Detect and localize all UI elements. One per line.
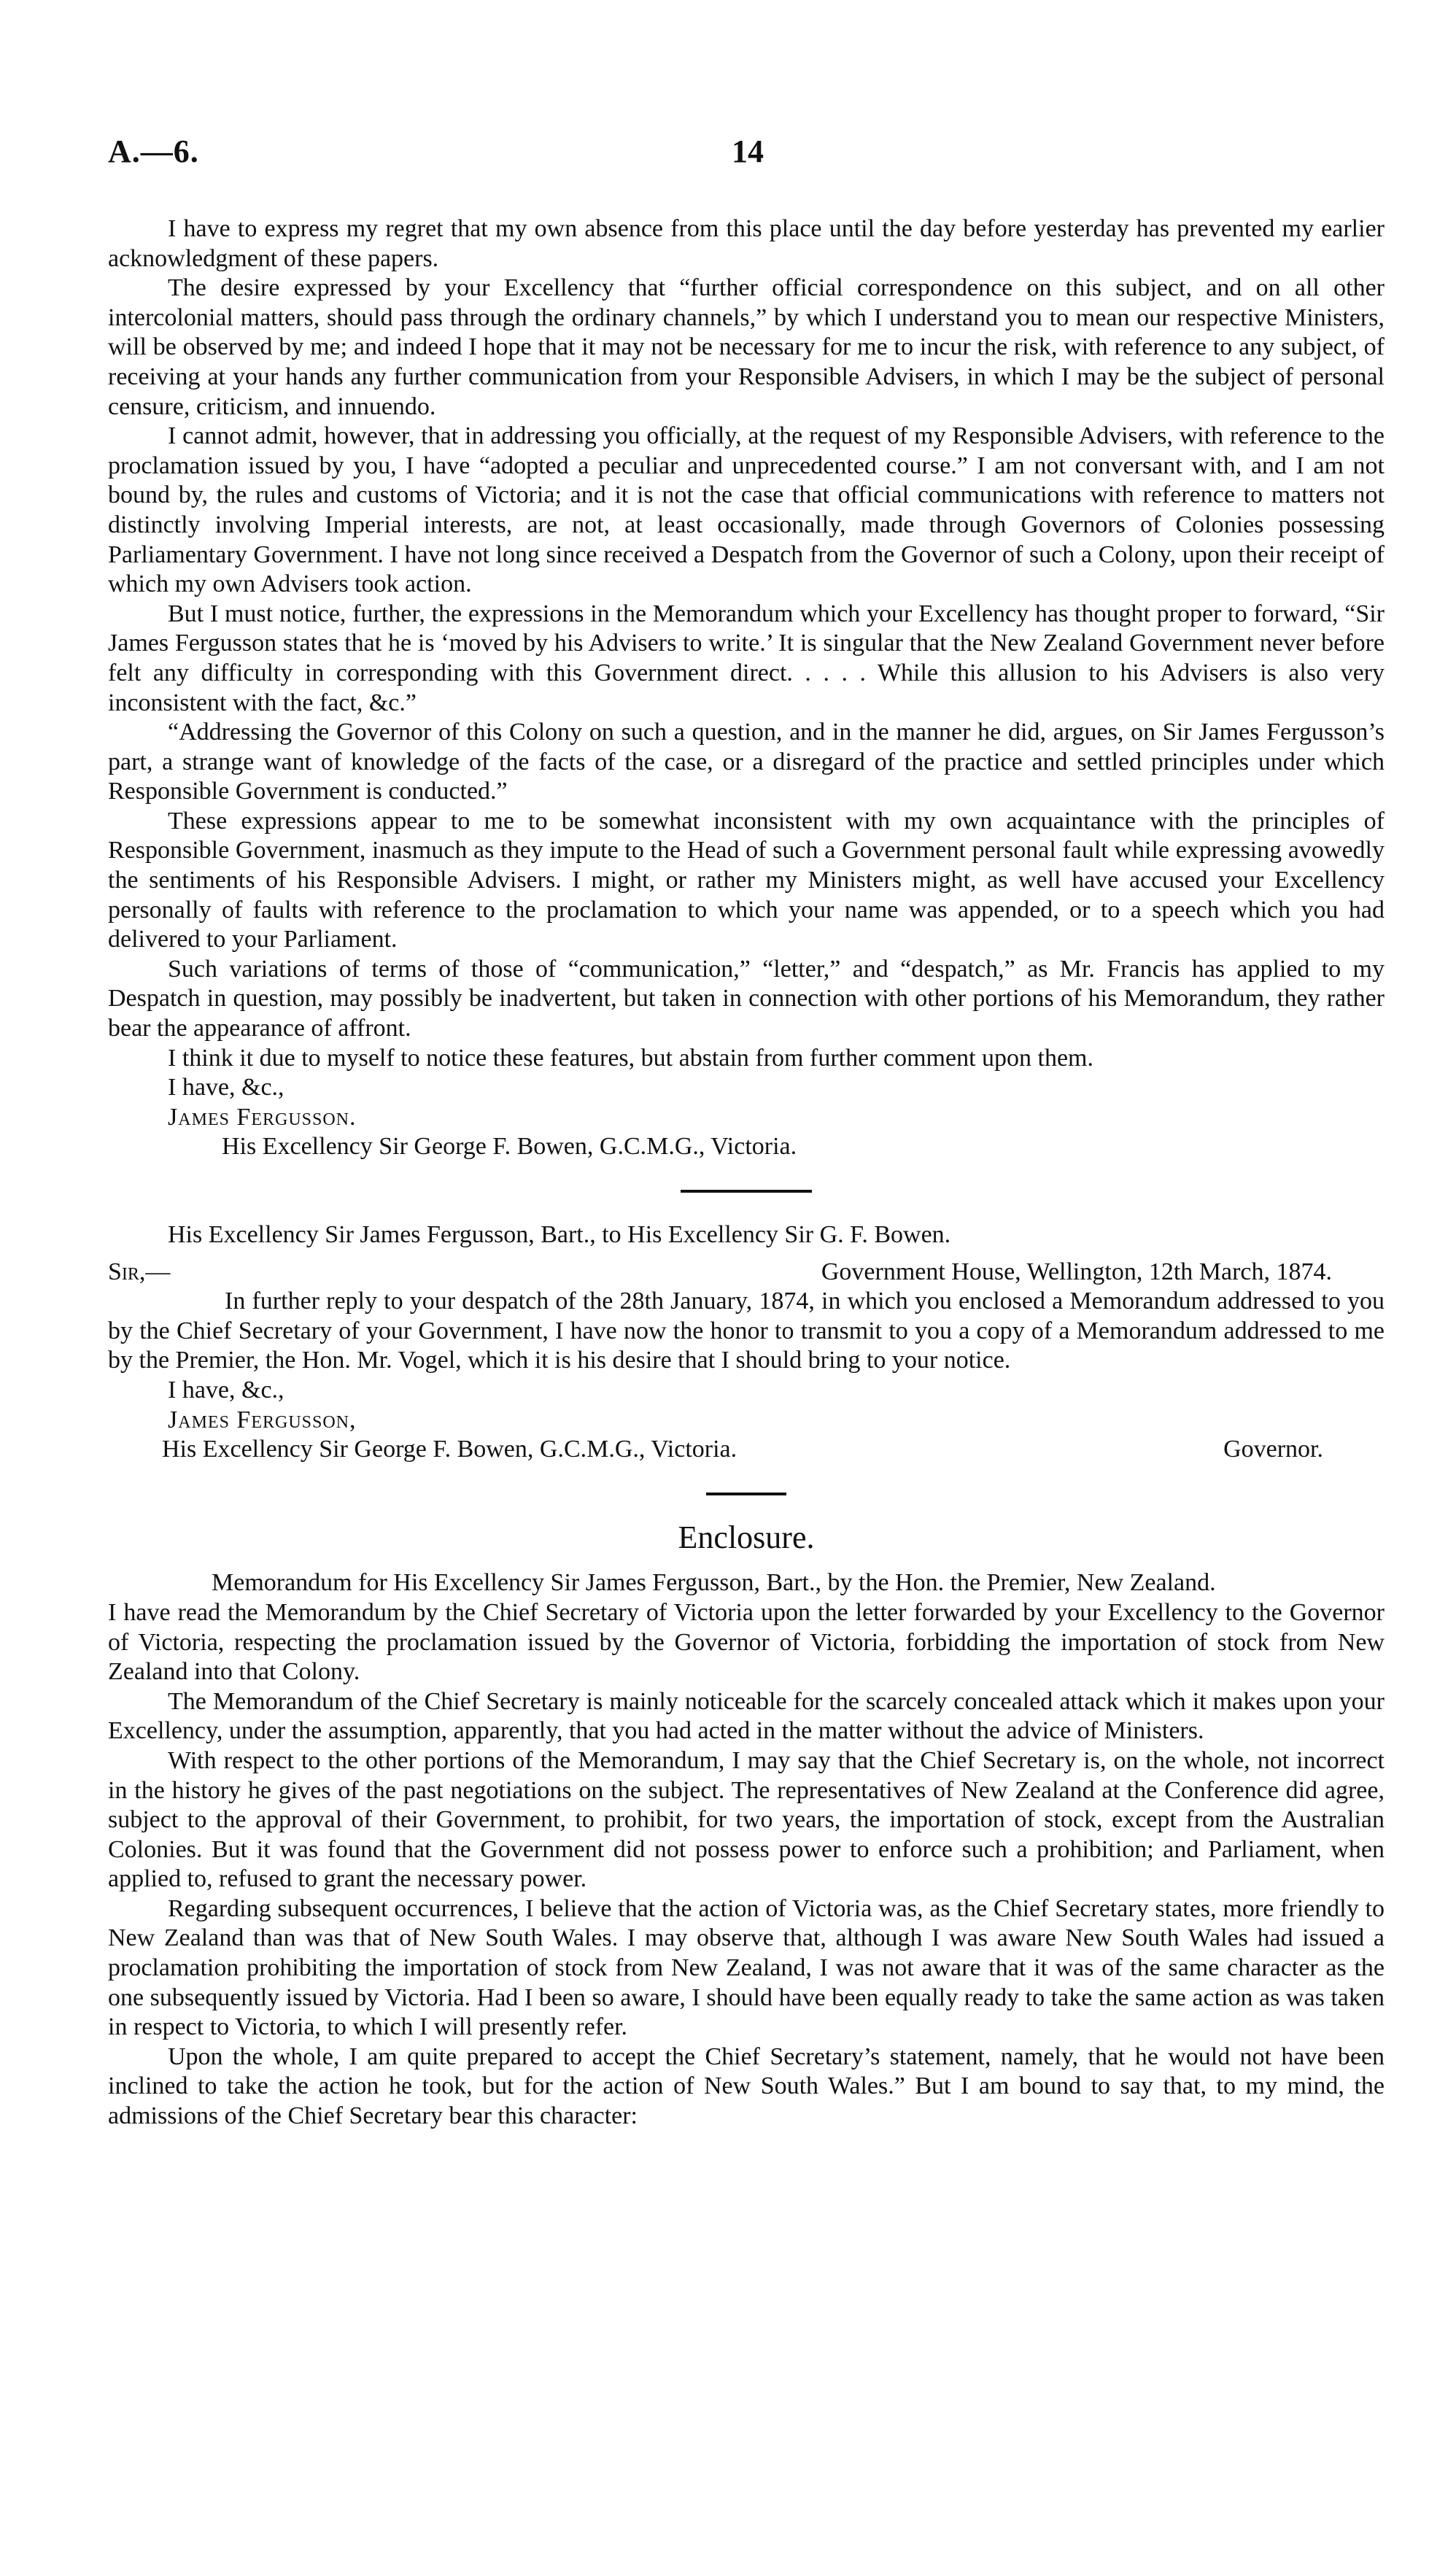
- letter-2-closing: I have, &c.,: [168, 1376, 284, 1404]
- paragraph: But I must notice, further, the expressions in the Memorandum which your Excellency has thought proper to forward, “Sir James Fergusson states that he is ‘moved by his Advisers to write.’ It is singular that the New Zealand Government never before felt any difficulty in corresponding with this Government direct. . . . . While this allusion to his Advisers is also very inconsistent with the fact, &c.”: [108, 600, 1385, 716]
- letter-2-salutation-row: [108, 1258, 1385, 1288]
- memorandum-body: [108, 1598, 1385, 2132]
- section-divider: [681, 1190, 812, 1193]
- letter-1-closing: I have, &c.,: [168, 1074, 284, 1102]
- memorandum-title: Memorandum for His Excellency Sir James Fergusson, Bart., by the Hon. the Premier, New Zealand.: [212, 1569, 1216, 1597]
- paragraph: These expressions appear to me to be somewhat inconsistent with my own acquaintance with the principles of Responsible Government, inasmuch as they impute to the Head of such a Government personal fault while expressing avowedly the sentiments of his Responsible Advisers. I might, or rather my Ministers might, as well have accused your Excellency personally of faults with reference to the proclamation to which your name was appended, or to a speech which you had delivered to your Parliament.: [108, 807, 1385, 953]
- document-reference: A.—6.: [108, 133, 199, 169]
- letter-2-salutation: Sir,—: [108, 1258, 171, 1285]
- enclosure-heading: Enclosure.: [678, 1519, 815, 1555]
- paragraph: I have read the Memorandum by the Chief Secretary of Victoria upon the letter forwarded by your Excellency to the Governor of Victoria, respecting the proclamation issued by the Governor of Victoria, forbidding the importation of stock from New Zealand into that Colony.: [108, 1598, 1385, 1686]
- page-number: 14: [732, 133, 764, 169]
- paragraph: With respect to the other portions of the Memorandum, I may say that the Chief Secretary is, on the whole, not incorrect in the history he gives of the past negotiations on the subject. The representatives of New Zealand at the Conference did agree, subject to the approval of their Government, to prohibit, for two years, the importation of stock, except from the Australian Colonies. But it was found that the Government did not possess power to enforce such a prohibition; and Parliament, when applied to, refused to grant the necessary power.: [108, 1746, 1385, 1893]
- letter-2-addressee: His Excellency Sir George F. Bowen, G.C.M.G., Victoria.: [162, 1436, 737, 1463]
- section-divider: [706, 1493, 786, 1495]
- paragraph: Such variations of terms of those of “communication,” “letter,” and “despatch,” as Mr. Francis has applied to my Despatch in question, may possibly be inadvertent, but taken in connection with other portions of his Memorandum, they rather bear the appearance of affront.: [108, 955, 1385, 1042]
- paragraph: Upon the whole, I am quite prepared to accept the Chief Secretary’s statement, namely, that he would not have been inclined to take the action he took, but for the action of New South Wales.” But I am bound to say that, to my mind, the admissions of the Chief Secretary bear this character:: [108, 2043, 1385, 2130]
- paragraph: I think it due to myself to notice these features, but abstain from further comment upon them.: [168, 1044, 1094, 1072]
- letter-2-title: His Excellency Sir James Fergusson, Bart., to His Excellency Sir G. F. Bowen.: [168, 1221, 951, 1248]
- paragraph: “Addressing the Governor of this Colony on such a question, and in the manner he did, argues, on Sir James Fergusson’s part, a strange want of knowledge of the facts of the case, or a disregard of the practice and settled principles under which Responsible Government is conducted.”: [108, 719, 1385, 805]
- letter-1-addressee: His Excellency Sir George F. Bowen, G.C.M.G., Victoria.: [222, 1133, 797, 1161]
- paragraph: I cannot admit, however, that in addressing you officially, at the request of my Responsible Advisers, with reference to the proclamation issued by you, I have “adopted a peculiar and unprecedented course.” I am not conversant with, and I am not bound by, the rules and customs of Victoria; and it is not the case that official communications with reference to matters not distinctly involving Imperial interests, are not, at least occasionally, made through Governors of Colonies possessing Parliamentary Government. I have not long since received a Despatch from the Governor of such a Colony, upon their receipt of which my own Advisers took action.: [108, 422, 1385, 598]
- letter-2-role: Governor.: [1223, 1436, 1323, 1463]
- paragraph: Regarding subsequent occurrences, I believe that the action of Victoria was, as the Chief Secretary states, more friendly to New Zealand than was that of New South Wales. I may observe that, although I was aware New South Wales had issued a proclamation prohibiting the importation of stock from New Zealand, I was not aware that it was of the same character as the one subsequently issued by Victoria. Had I been so aware, I should have been equally ready to take the same action as was taken in respect to Victoria, to which I will presently refer.: [108, 1894, 1385, 2041]
- letter-2-footer-row: [108, 1435, 1385, 1465]
- letter-2-place-date: Government House, Wellington, 12th March, 1874.: [821, 1258, 1332, 1285]
- letter-2-signature: James Fergusson,: [168, 1406, 357, 1433]
- page-header: [108, 133, 1385, 184]
- page-body: [108, 214, 1385, 2132]
- paragraph: The desire expressed by your Excellency that “further official correspondence on this subject, and on all other intercolonial matters, should pass through the ordinary channels,” by which I understand you to mean our respective Ministers, will be observed by me; and indeed I hope that it may not be necessary for me to incur the risk, with reference to any subject, of receiving at your hands any further communication from your Responsible Advisers, in which I may be the subject of personal censure, criticism, and innuendo.: [108, 274, 1385, 420]
- paragraph: In further reply to your despatch of the 28th January, 1874, in which you enclosed a Memorandum addressed to you by the Chief Secretary of your Government, I have now the honor to transmit to you a copy of a Memorandum addressed to me by the Premier, the Hon. Mr. Vogel, which it is his desire that I should bring to your notice.: [108, 1288, 1385, 1374]
- letter-2-body: [108, 1287, 1385, 1376]
- letter-1-body: [108, 214, 1385, 1073]
- paragraph: The Memorandum of the Chief Secretary is mainly noticeable for the scarcely concealed attack which it makes upon your Excellency, under the assumption, apparently, that you had acted in the matter without the advice of Ministers.: [108, 1687, 1385, 1745]
- paragraph: I have to express my regret that my own absence from this place until the day before yesterday has prevented my earlier acknowledgment of these papers.: [108, 215, 1385, 272]
- letter-1-signature: James Fergusson.: [168, 1103, 357, 1131]
